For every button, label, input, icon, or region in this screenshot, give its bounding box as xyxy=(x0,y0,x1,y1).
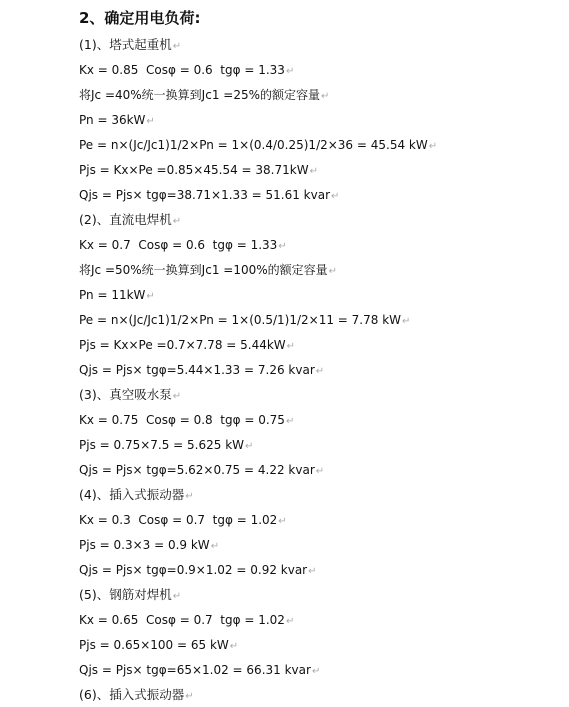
paragraph-mark-icon: ↵ xyxy=(308,566,317,577)
formula-line: Qjs = Pjs× tgφ=5.62×0.75 = 4.22 kvar↵ xyxy=(79,463,325,477)
formula-line: Pjs = 0.3×3 = 0.9 kW↵ xyxy=(79,538,220,552)
subsection-heading: (5)、钢筋对焊机↵ xyxy=(79,587,182,602)
paragraph-mark-icon: ↵ xyxy=(245,441,254,452)
formula-line: Kx = 0.85 Cosφ = 0.6 tgφ = 1.33↵ xyxy=(79,63,295,77)
formula-line: Pe = n×(Jc/Jc1)1/2×Pn = 1×(0.4/0.25)1/2×36 = 45.54 kW↵ xyxy=(79,138,438,152)
paragraph-mark-icon: ↵ xyxy=(210,541,220,552)
paragraph-mark-icon: ↵ xyxy=(285,66,295,77)
paragraph-mark-icon: ↵ xyxy=(278,241,287,252)
subsection-heading: (4)、插入式振动器↵ xyxy=(79,487,194,502)
formula-line: Pjs = Kx×Pe =0.7×7.78 = 5.44kW↵ xyxy=(79,338,296,352)
formula-line: Pn = 11kW↵ xyxy=(79,288,155,302)
paragraph-mark-icon: ↵ xyxy=(286,341,296,352)
formula-line: Pjs = Kx×Pe =0.85×45.54 = 38.71kW↵ xyxy=(79,163,318,177)
paragraph-mark-icon: ↵ xyxy=(146,291,155,302)
paragraph-mark-icon: ↵ xyxy=(315,466,325,477)
formula-line: Pe = n×(Jc/Jc1)1/2×Pn = 1×(0.5/1)1/2×11 = 7.78 kW↵ xyxy=(79,313,411,327)
subsection-heading: (1)、塔式起重机↵ xyxy=(79,37,182,52)
paragraph-mark-icon: ↵ xyxy=(146,116,155,127)
formula-line: Qjs = Pjs× tgφ=65×1.02 = 66.31 kvar↵ xyxy=(79,663,321,677)
paragraph-mark-icon: ↵ xyxy=(172,216,182,227)
paragraph-mark-icon: ↵ xyxy=(278,516,287,527)
paragraph-mark-icon: ↵ xyxy=(309,166,318,177)
subsection-heading: (3)、真空吸水泵↵ xyxy=(79,387,182,402)
paragraph-mark-icon: ↵ xyxy=(285,416,295,427)
text-line: 将Jc =50%统一换算到Jc1 =100%的额定容量↵ xyxy=(79,263,338,277)
subsection-heading: (2)、直流电焊机↵ xyxy=(79,212,182,227)
paragraph-mark-icon: ↵ xyxy=(315,366,325,377)
paragraph-mark-icon: ↵ xyxy=(311,666,321,677)
paragraph-mark-icon: ↵ xyxy=(172,591,182,602)
paragraph-mark-icon: ↵ xyxy=(229,641,239,652)
paragraph-mark-icon: ↵ xyxy=(185,491,194,502)
formula-line: Qjs = Pjs× tgφ=38.71×1.33 = 51.61 kvar↵ xyxy=(79,188,340,202)
formula-line: Pjs = 0.75×7.5 = 5.625 kW↵ xyxy=(79,438,254,452)
paragraph-mark-icon: ↵ xyxy=(172,391,182,402)
paragraph-mark-icon: ↵ xyxy=(428,141,438,152)
subsection-heading: (6)、插入式振动器↵ xyxy=(79,687,194,702)
section-title: 2、确定用电负荷: xyxy=(79,9,201,27)
formula-line: Kx = 0.75 Cosφ = 0.8 tgφ = 0.75↵ xyxy=(79,413,295,427)
formula-line: Qjs = Pjs× tgφ=5.44×1.33 = 7.26 kvar↵ xyxy=(79,363,325,377)
formula-line: Kx = 0.3 Cosφ = 0.7 tgφ = 1.02↵ xyxy=(79,513,287,527)
paragraph-mark-icon: ↵ xyxy=(172,41,182,52)
formula-line: Pn = 36kW↵ xyxy=(79,113,155,127)
formula-line: Pjs = 0.65×100 = 65 kW↵ xyxy=(79,638,239,652)
text-line: 将Jc =40%统一换算到Jc1 =25%的额定容量↵ xyxy=(79,88,330,102)
paragraph-mark-icon: ↵ xyxy=(402,316,411,327)
paragraph-mark-icon: ↵ xyxy=(331,191,340,202)
formula-line: Kx = 0.65 Cosφ = 0.7 tgφ = 1.02↵ xyxy=(79,613,295,627)
paragraph-mark-icon: ↵ xyxy=(185,691,194,702)
paragraph-mark-icon: ↵ xyxy=(328,266,338,277)
formula-line: Kx = 0.7 Cosφ = 0.6 tgφ = 1.33↵ xyxy=(79,238,287,252)
paragraph-mark-icon: ↵ xyxy=(285,616,295,627)
paragraph-mark-icon: ↵ xyxy=(321,91,330,102)
formula-line: Qjs = Pjs× tgφ=0.9×1.02 = 0.92 kvar↵ xyxy=(79,563,317,577)
